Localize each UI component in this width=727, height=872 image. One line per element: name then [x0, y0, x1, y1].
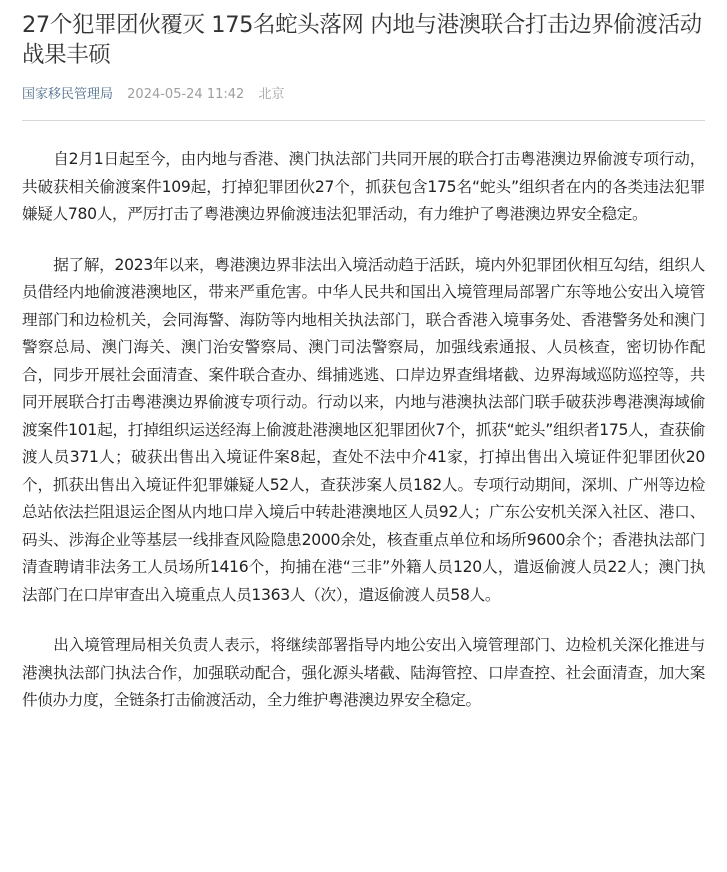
article-meta [22, 86, 705, 104]
article-paragraph: 自2月1日起至今，由内地与香港、澳门执法部门共同开展的联合打击粤港澳边界偷渡专项行动，共破获相关偷渡案件109起，打掉犯罪团伙27个，抓获包含175名“蛇头”组织者在内的各类违法犯罪嫌疑人780人，严厉打击了粤港澳边界偷渡违法犯罪活动，有力维护了粤港澳边界安全稳定。 [22, 150, 705, 223]
article-source[interactable]: 国家移民管理局 [22, 87, 114, 102]
article-paragraph: 出入境管理局相关负责人表示，将继续部署指导内地公安出入境管理部门、边检机关深化推进与港澳执法部门执法合作，加强联动配合，强化源头堵截、陆海管控、口岸查控、社会面清查，加大案件侦办力度，全链条打击偷渡活动，全力维护粤港澳边界安全稳定。 [22, 636, 705, 709]
meta-divider [22, 120, 705, 121]
article-title: 27个犯罪团伙覆灭 175名蛇头落网 内地与港澳联合打击边界偷渡活动战果丰硕 [22, 12, 702, 68]
article-paragraph: 据了解，2023年以来，粤港澳边界非法出入境活动趋于活跃，境内外犯罪团伙相互勾结，组织人员借经内地偷渡港澳地区，带来严重危害。中华人民共和国出入境管理局部署广东等地公安出入境管理部门和边检机关，会同海警、海防等内地相关执法部门，联合香港入境事务处、香港警务处和澳门警察总局、澳门海关、澳门治安警察局、澳门司法警察局，加强线索通报、人员核查，密切协作配合，同步开展社会面清查、案件联合查办、缉捕逃逃、口岸边界查缉堵截、边界海域巡防巡控等，共同开展联合打击粤港澳边界偷渡专项行动。行动以来，内地与港澳执法部门联手破获涉粤港澳海域偷渡案件101起，打掉组织运送经海上偷渡赴港澳地区犯罪团伙7个，抓获“蛇头”组织者175人，查获偷渡人员371人；破获出售出入境证件案8起，查处不法中介41家，打掉出售出入境证件犯罪团伙20个，抓获出售出入境证件犯罪嫌疑人52人，查获涉案人员182人。专项行动期间，深圳、广州等边检总站依法拦阻退运企图从内地口岸入境后中转赴港澳地区人员92人；广东公安机关深入社区、港口、码头、涉海企业等基层一线排查风险隐患2000余处，核查重点单位和场所9600余个；香港执法部门清查聘请非法务工人员场所1416个，拘捕在港“三非”外籍人员120人，遣返偷渡人员22人；澳门执法部门在口岸审查出入境重点人员1363人（次），遣返偷渡人员58人。 [22, 255, 705, 604]
article-body [22, 146, 705, 715]
article-datetime: 2024-05-24 11:42 [127, 87, 245, 102]
article-location: 北京 [258, 87, 285, 102]
